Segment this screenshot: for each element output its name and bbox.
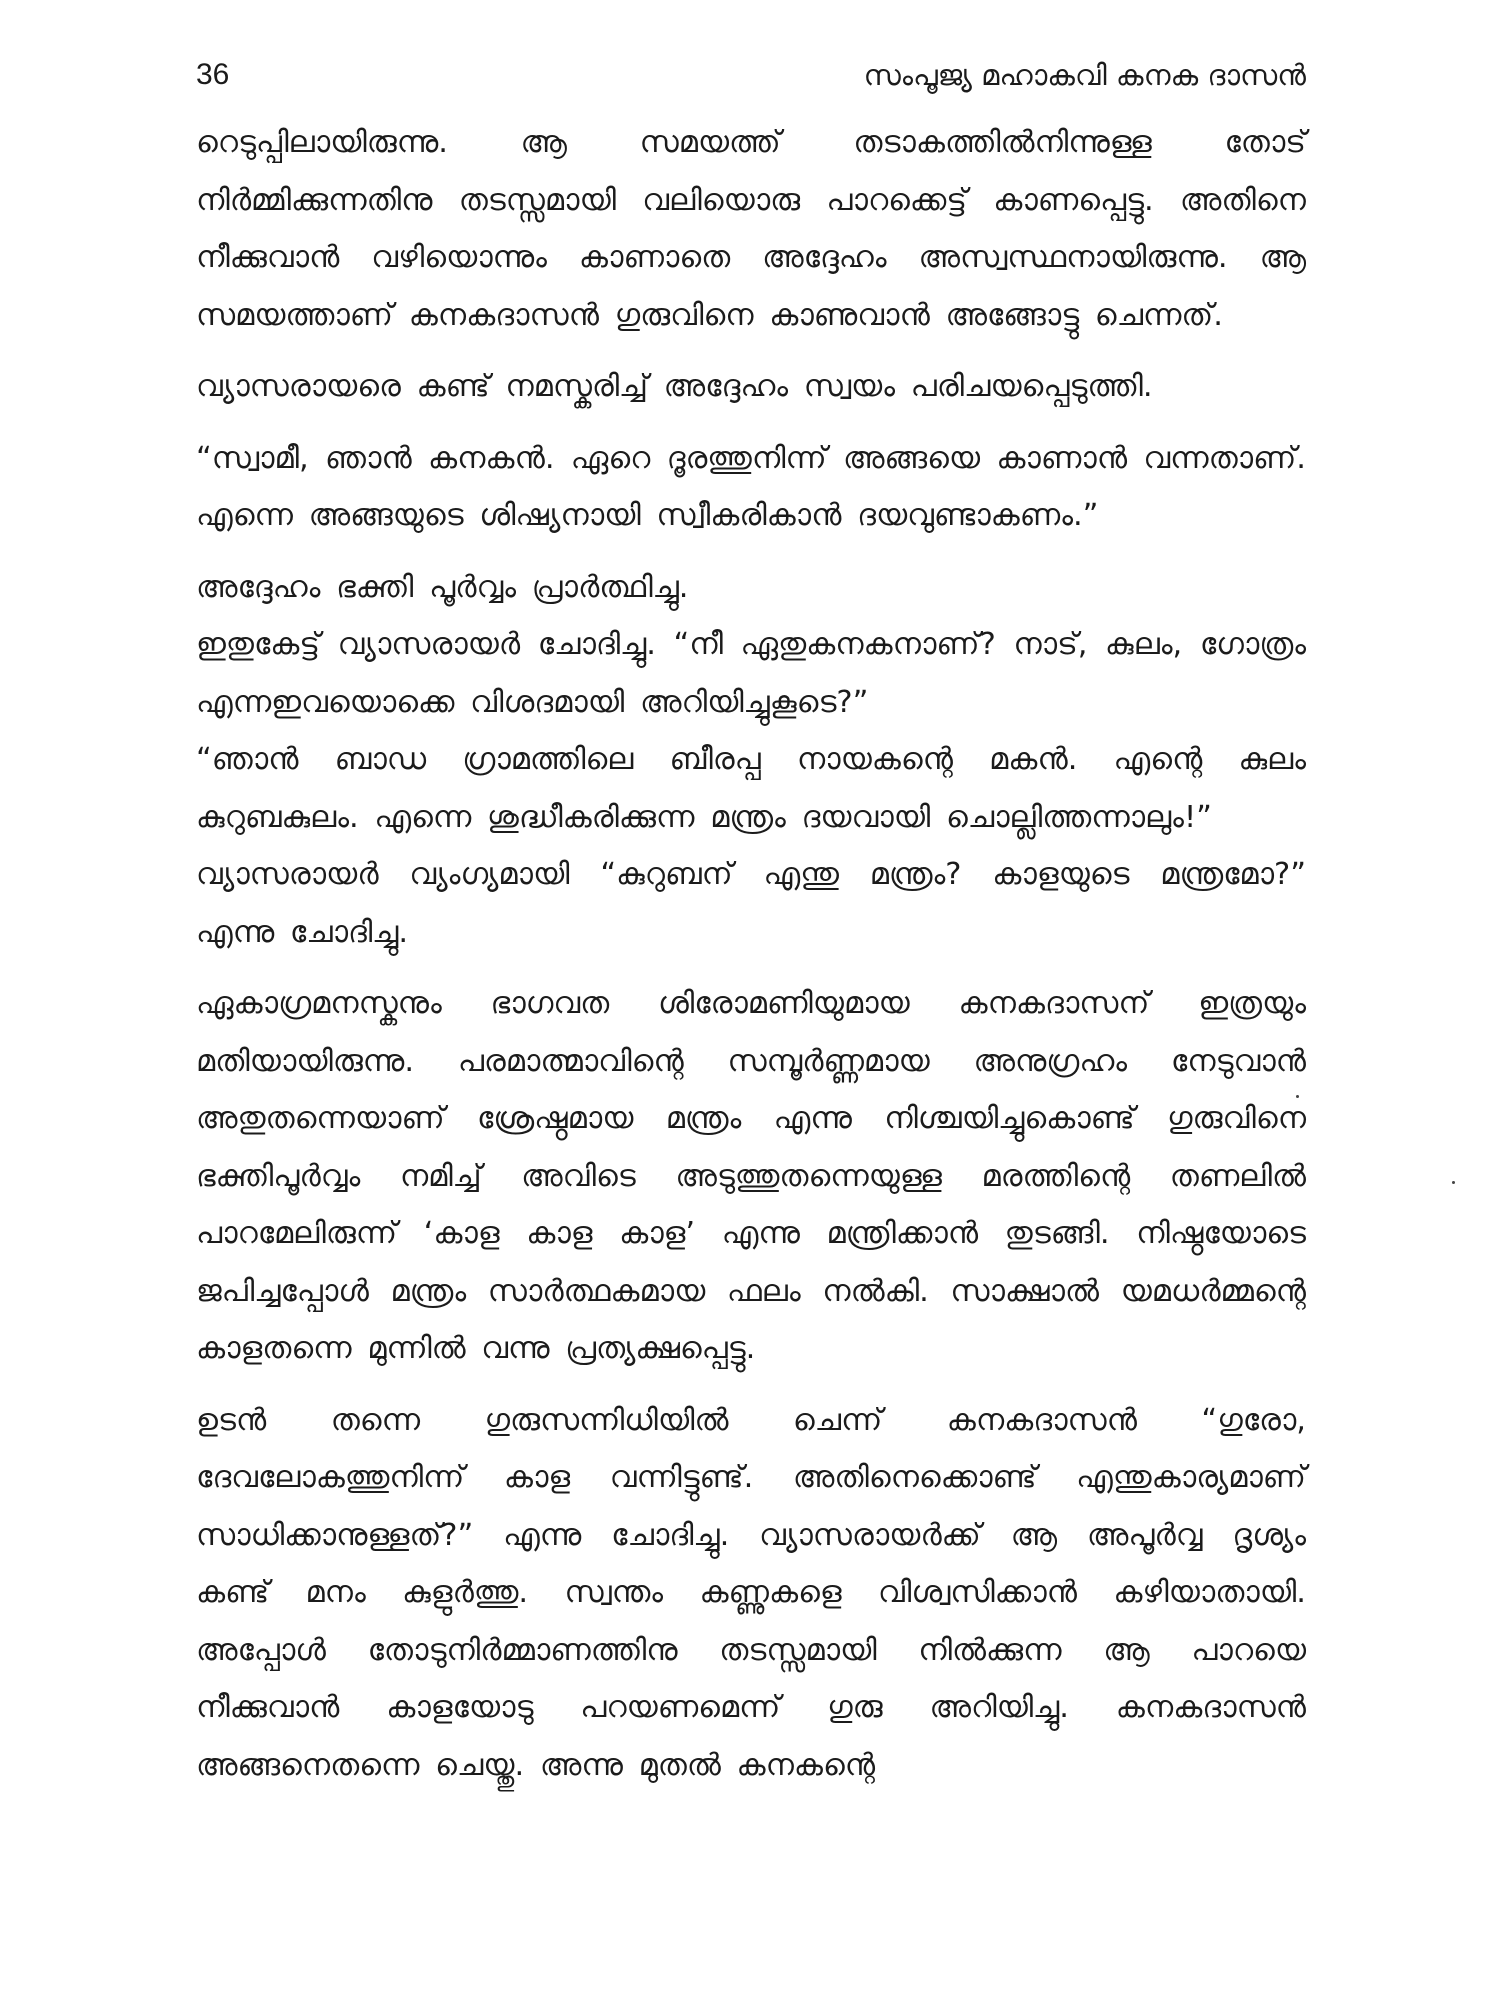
page-header (196, 52, 1306, 114)
paragraph-8: ഏകാഗ്രമനസ്കനും ഭാഗവത ശിരോമണിയുമായ കനകദാസന് ഇത്രയും മതിയായിരുന്നു. പരമാത്മാവിന്റെ സമ്പൂർണ്ണമായ അനുഗ്രഹം നേടുവാൻ അതുതന്നെയാണ് ശ്രേഷ്ഠമായ മന്ത്രം എന്നു നിശ്ചയിച്ചുകൊണ്ട് ഗുരുവിനെ ഭക്തിപൂർവ്വം നമിച്ച് അവിടെ അടുത്തുതന്നെയുള്ള മരത്തിന്റെ തണലിൽ പാറമേലിരുന്ന് ‘കാള കാള കാള’ എന്നു മന്ത്രിക്കാൻ തുടങ്ങി. നിഷ്ഠയോടെ ജപിച്ചപ്പോൾ മന്ത്രം സാർത്ഥകമായ ഫലം നൽകി. സാക്ഷാൽ യമധർമ്മന്റെ കാളതന്നെ മുന്നിൽ വന്നു പ്രത്യക്ഷപ്പെട്ടു. (196, 986, 1306, 1366)
paragraph-3: “സ്വാമീ, ഞാൻ കനകൻ. ഏറെ ദൂരത്തുനിന്ന് അങ്ങയെ കാണാൻ വന്നതാണ്. എന്നെ അങ്ങയുടെ ശിഷ്യനായി സ്വീകരികാൻ ദയവുണ്ടാകണം.” (196, 440, 1306, 533)
body-text (196, 114, 1306, 1794)
scan-speck (1452, 1181, 1455, 1184)
book-page (196, 52, 1306, 1794)
paragraph-1: റെടുപ്പിലായിരുന്നു. ആ സമയത്ത് തടാകത്തിൽനിന്നുള്ള തോട് നിർമ്മിക്കുന്നതിനു തടസ്സമായി വലിയൊരു പാറക്കെട്ട് കാണപ്പെട്ടു. അതിനെ നീക്കുവാൻ വഴിയൊന്നും കാണാതെ അദ്ദേഹം അസ്വസ്ഥനായിരുന്നു. ആ സമയത്താണ് കനകദാസൻ ഗുരുവിനെ കാണുവാൻ അങ്ങോട്ടു ചെന്നത്. (196, 125, 1306, 333)
paragraph-2: വ്യാസരായരെ കണ്ട് നമസ്കരിച്ച് അദ്ദേഹം സ്വയം പരിചയപ്പെടുത്തി. (196, 369, 1153, 404)
paragraph-5: ഇതുകേട്ട് വ്യാസരായർ ചോദിച്ചു. “നീ ഏതുകനകനാണ്? നാട്, കുലം, ഗോത്രം എന്നഇവയൊക്കെ വിശദമായി അറിയിച്ചുകൂടെ?” (196, 627, 1306, 720)
paragraph-6: “ഞാൻ ബാഡ ഗ്രാമത്തിലെ ബീരപ്പ നായകന്റെ മകൻ. എന്റെ കുലം കുറുബകുലം. എന്നെ ശുദ്ധീകരിക്കുന്ന മന്ത്രം ദയവായി ചൊല്ലിത്തന്നാലും!” (196, 742, 1306, 835)
running-title: സംപൂജ്യ മഹാകവി കനക ദാസൻ (863, 58, 1306, 92)
paragraph-4: അദ്ദേഹം ഭക്തി പൂർവ്വം പ്രാർത്ഥിച്ചു. (196, 569, 689, 605)
scan-speck (1296, 1095, 1299, 1098)
paragraph-9: ഉടൻ തന്നെ ഗുരുസന്നിധിയിൽ ചെന്ന് കനകദാസൻ “ഗുരോ, ദേവലോകത്തുനിന്ന് കാള വന്നിട്ടുണ്ട്. അതിനെക്കൊണ്ട് എന്തുകാര്യമാണ് സാധിക്കാനുള്ളത്?” എന്നു ചോദിച്ചു. വ്യാസരായർക്ക് ആ അപൂർവ്വ ദൃശ്യം കണ്ട് മനം കുളുർത്തു. സ്വന്തം കണ്ണുകളെ വിശ്വസിക്കാൻ കഴിയാതായി. അപ്പോൾ തോടുനിർമ്മാണത്തിനു തടസ്സമായി നിൽക്കുന്ന ആ പാറയെ നീക്കുവാൻ കാളയോടു പറയണമെന്ന് ഗുരു അറിയിച്ചു. കനകദാസൻ അങ്ങനെതന്നെ ചെയ്തു. അന്നു മുതൽ കനകന്റെ (196, 1402, 1306, 1783)
page-number: 36 (196, 58, 230, 91)
paragraph-7: വ്യാസരായർ വ്യംഗ്യമായി “കുറുബന് എന്തു മന്ത്രം? കാളയുടെ മന്ത്രമോ?” എന്നു ചോദിച്ചു. (196, 857, 1306, 950)
